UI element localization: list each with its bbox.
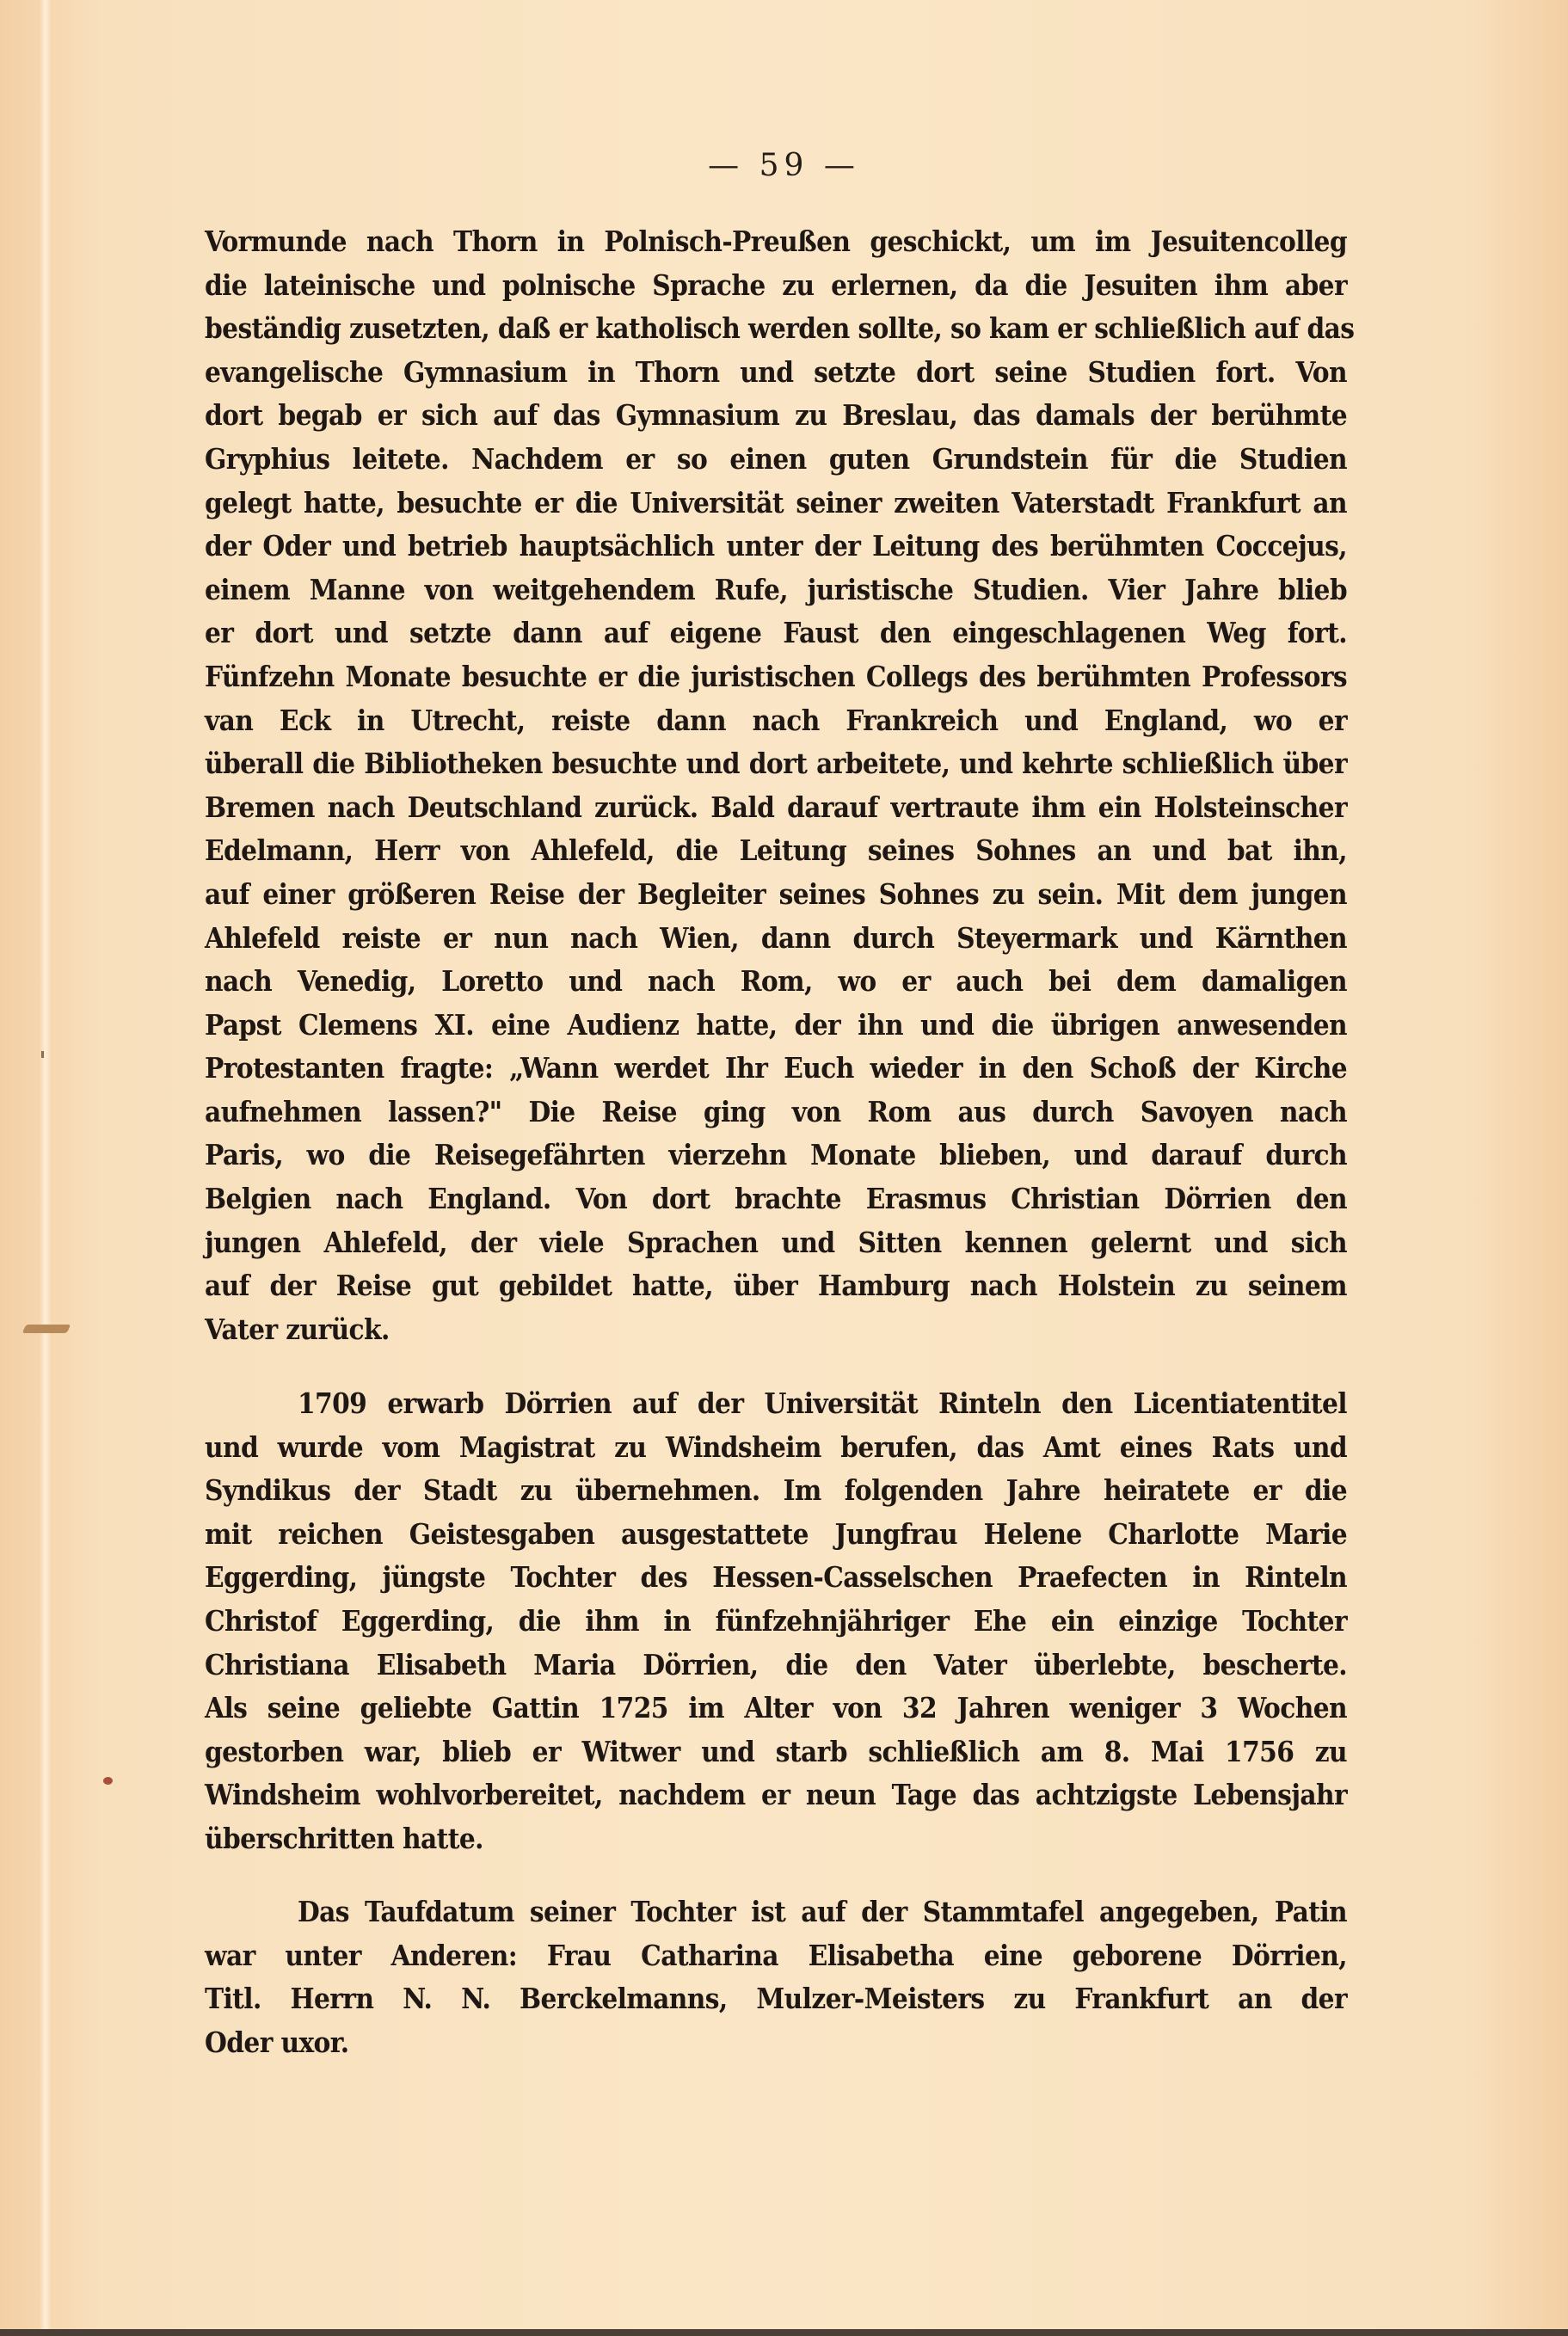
- margin-mark: [41, 1051, 44, 1058]
- text-line: Christiana Elisabeth Maria Dörrien, die den Vater überlebte, bescherte.: [205, 1647, 1347, 1681]
- text-line: Christof Eggerding, die ihm in fünfzehnjähriger Ehe ein einzige Tochter: [205, 1603, 1347, 1638]
- text-line: der Oder und betrieb hauptsächlich unter der Leitung des berühmten Coccejus,: [205, 529, 1347, 563]
- page-fold-line: [40, 0, 52, 2336]
- text-line: die lateinische und polnische Sprache zu erlernen, da die Jesuiten ihm aber: [205, 267, 1347, 302]
- text-line: Eggerding, jüngste Tochter des Hessen-Casselschen Praefecten in Rinteln: [205, 1560, 1347, 1595]
- text-line: und wurde vom Magistrat zu Windsheim berufen, das Amt eines Rats und: [205, 1429, 1347, 1464]
- text-line: Paris, wo die Reisegefährten vierzehn Monate blieben, und darauf durch: [205, 1138, 1347, 1172]
- text-line: Belgien nach England. Von dort brachte Erasmus Christian Dörrien den: [205, 1182, 1347, 1216]
- text-line: Protestanten fragte: „Wann werdet Ihr Euch wieder in den Schoß der Kirche: [205, 1051, 1347, 1085]
- text-line: auf einer größeren Reise der Begleiter seines Sohnes zu sein. Mit dem jungen: [205, 876, 1347, 911]
- paragraph-2: [205, 1382, 1347, 1861]
- text-line: beständig zusetzten, daß er katholisch werden sollte, so kam er schließlich auf das: [205, 311, 1355, 346]
- text-line: war unter Anderen: Frau Catharina Elisabetha eine geborene Dörrien,: [205, 1938, 1347, 1972]
- paragraph-3: [205, 1890, 1347, 2064]
- text-line: überschritten hatte.: [205, 1821, 483, 1855]
- text-line: Edelmann, Herr von Ahlefeld, die Leitung seines Sohnes an und bat ihn,: [205, 833, 1347, 868]
- text-line: auf der Reise gut gebildet hatte, über Hamburg nach Holstein zu seinem: [205, 1269, 1347, 1303]
- text-line: gelegt hatte, besuchte er die Universität seiner zweiten Vaterstadt Frankfurt an: [205, 485, 1347, 519]
- text-line: mit reichen Geistesgaben ausgestattete Jungfrau Helene Charlotte Marie: [205, 1516, 1347, 1551]
- text-line: dort begab er sich auf das Gymnasium zu Breslau, das damals der berühmte: [205, 398, 1347, 433]
- text-line: aufnehmen lassen?" Die Reise ging von Rom aus durch Savoyen nach: [205, 1094, 1347, 1128]
- text-line: Bremen nach Deutschland zurück. Bald darauf vertraute ihm ein Holsteinscher: [205, 790, 1347, 824]
- margin-dot: [103, 1777, 113, 1785]
- text-line: überall die Bibliotheken besuchte und dort arbeitete, und kehrte schließlich über: [205, 747, 1347, 781]
- text-line: Ahlefeld reiste er nun nach Wien, dann durch Steyermark und Kärnthen: [205, 920, 1347, 955]
- text-line: Vormunde nach Thorn in Polnisch-Preußen geschickt, um im Jesuitencolleg: [205, 224, 1347, 258]
- text-line: Titl. Herrn N. N. Berckelmanns, Mulzer-Meisters zu Frankfurt an der: [205, 1982, 1347, 2016]
- margin-stain: [22, 1325, 71, 1333]
- page-bottom-edge: [0, 2329, 1568, 2336]
- text-line: van Eck in Utrecht, reiste dann nach Frankreich und England, wo er: [205, 703, 1347, 737]
- text-line: evangelische Gymnasium in Thorn und setzte dort seine Studien fort. Von: [205, 354, 1347, 389]
- text-line: jungen Ahlefeld, der viele Sprachen und Sitten kennen gelernt und sich: [205, 1225, 1347, 1259]
- text-line: Fünfzehn Monate besuchte er die juristischen Collegs des berühmten Professors: [205, 659, 1347, 693]
- text-line: 1709 erwarb Dörrien auf der Universität Rinteln den Licentiatentitel: [298, 1386, 1347, 1420]
- page-number: — 59 —: [708, 148, 860, 183]
- text-line: Als seine geliebte Gattin 1725 im Alter von 32 Jahren weniger 3 Wochen: [205, 1691, 1347, 1725]
- text-line: Papst Clemens XI. eine Audienz hatte, der ihn und die übrigen anwesenden: [205, 1007, 1347, 1042]
- text-line: Vater zurück.: [205, 1312, 390, 1346]
- text-line: Gryphius leitete. Nachdem er so einen guten Grundstein für die Studien: [205, 441, 1347, 476]
- text-line: Windsheim wohlvorbereitet, nachdem er neun Tage das achtzigste Lebensjahr: [205, 1778, 1347, 1812]
- text-line: einem Manne von weitgehendem Rufe, juristische Studien. Vier Jahre blieb: [205, 572, 1347, 606]
- text-line: Oder uxor.: [205, 2025, 349, 2059]
- text-line: Syndikus der Stadt zu übernehmen. Im folgenden Jahre heiratete er die: [205, 1473, 1347, 1508]
- text-line: gestorben war, blieb er Witwer und starb schließlich am 8. Mai 1756 zu: [205, 1734, 1347, 1768]
- text-line: er dort und setzte dann auf eigene Faust den eingeschlagenen Weg fort.: [205, 616, 1347, 650]
- text-line: nach Venedig, Loretto und nach Rom, wo er auch bei dem damaligen: [205, 964, 1347, 999]
- paragraph-1: [205, 220, 1355, 1351]
- text-line: Das Taufdatum seiner Tochter ist auf der Stammtafel angegeben, Patin: [298, 1895, 1347, 1928]
